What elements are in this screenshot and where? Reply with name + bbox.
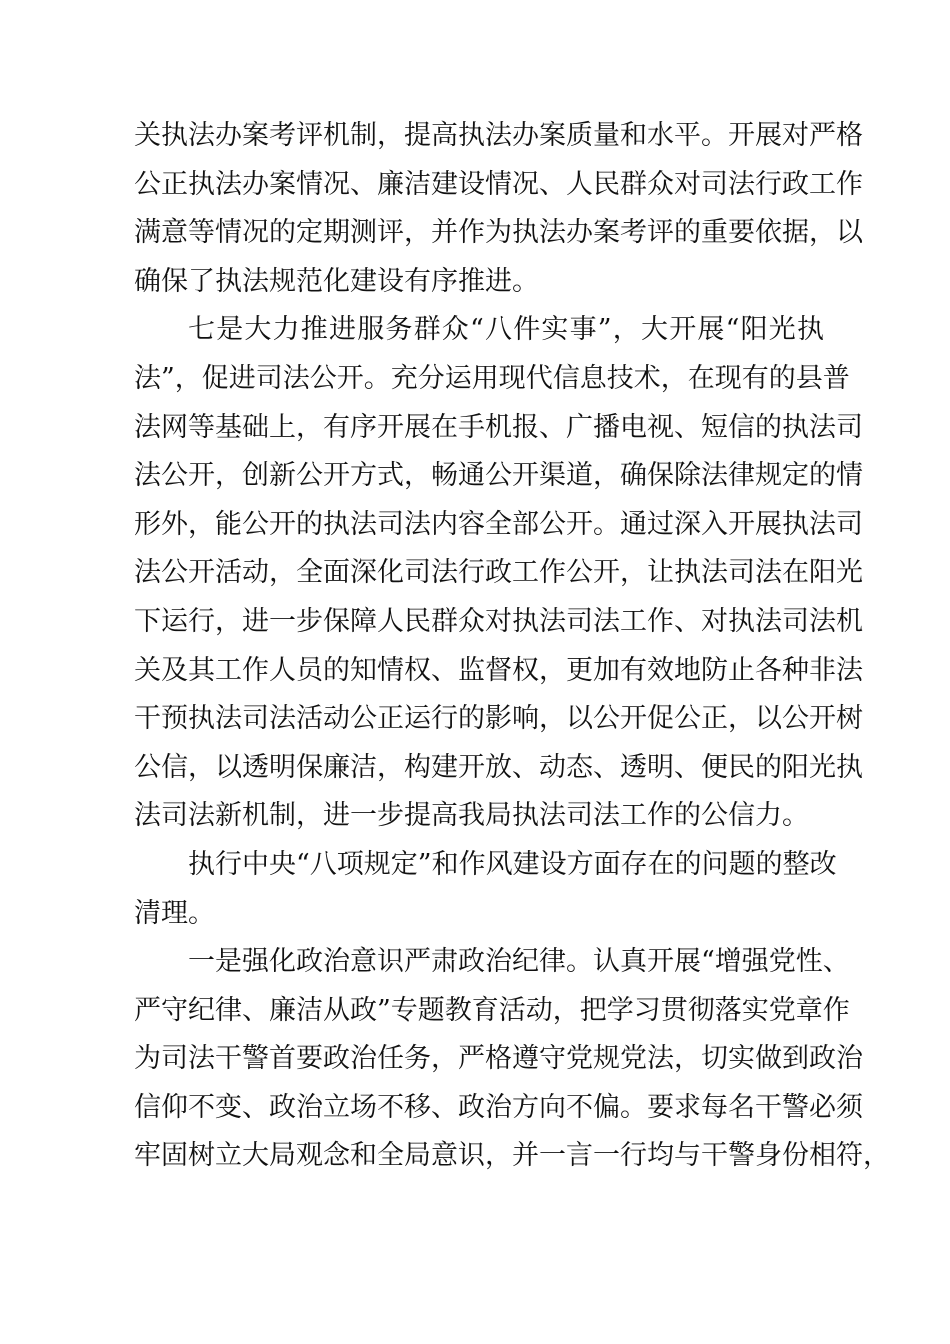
text-line: 法公开，创新公开方式，畅通公开渠道，确保除法律规定的情 [134,460,863,492]
body-text [134,112,890,1181]
text-line: 法公开活动，全面深化司法行政工作公开，让执法司法在阳光 [134,557,863,589]
text-line: 满意等情况的定期测评，并作为执法办案考评的重要依据，以 [134,217,863,249]
text-line: 下运行，进一步保障人民群众对执法司法工作、对执法司法机 [134,605,863,637]
text-line: 清理。 [134,897,215,929]
text-line: 关执法办案考评机制，提高执法办案质量和水平。开展对严格 [134,120,863,151]
text-line: 七是大力推进服务群众“八件实事”，大开展“阳光执 [188,314,824,346]
text-line: 严守纪律、廉洁从政”专题教育活动，把学习贯彻落实党章作 [134,994,850,1026]
text-line: 执行中央“八项规定”和作风建设方面存在的问题的整改 [188,848,837,880]
text-line: 一是强化政治意识严肃政治纪律。认真开展“增强党性、 [188,946,850,978]
text-line: 公信，以透明保廉洁，构建开放、动态、透明、便民的阳光执 [134,751,863,783]
text-line: 法司法新机制，进一步提高我局执法司法工作的公信力。 [134,800,809,832]
text-line: 牢固树立大局观念和全局意识，并一言一行均与干警身份相符， [134,1140,890,1172]
text-line: 形外，能公开的执法司法内容全部公开。通过深入开展执法司 [134,508,863,540]
text-line: 法网等基础上，有序开展在手机报、广播电视、短信的执法司 [134,411,863,443]
text-line: 公正执法办案情况、廉洁建设情况、人民群众对司法行政工作 [134,168,863,200]
text-line: 为司法干警首要政治任务，严格遵守党规党法，切实做到政治 [134,1043,863,1075]
text-line: 确保了执法规范化建设有序推进。 [134,265,539,297]
text-line: 干预执法司法活动公正运行的影响，以公开促公正，以公开树 [134,703,863,735]
text-line: 信仰不变、政治立场不移、政治方向不偏。要求每名干警必须 [134,1091,863,1123]
text-line: 法”，促进司法公开。充分运用现代信息技术，在现有的县普 [134,362,850,394]
text-line: 关及其工作人员的知情权、监督权，更加有效地防止各种非法 [134,654,863,686]
